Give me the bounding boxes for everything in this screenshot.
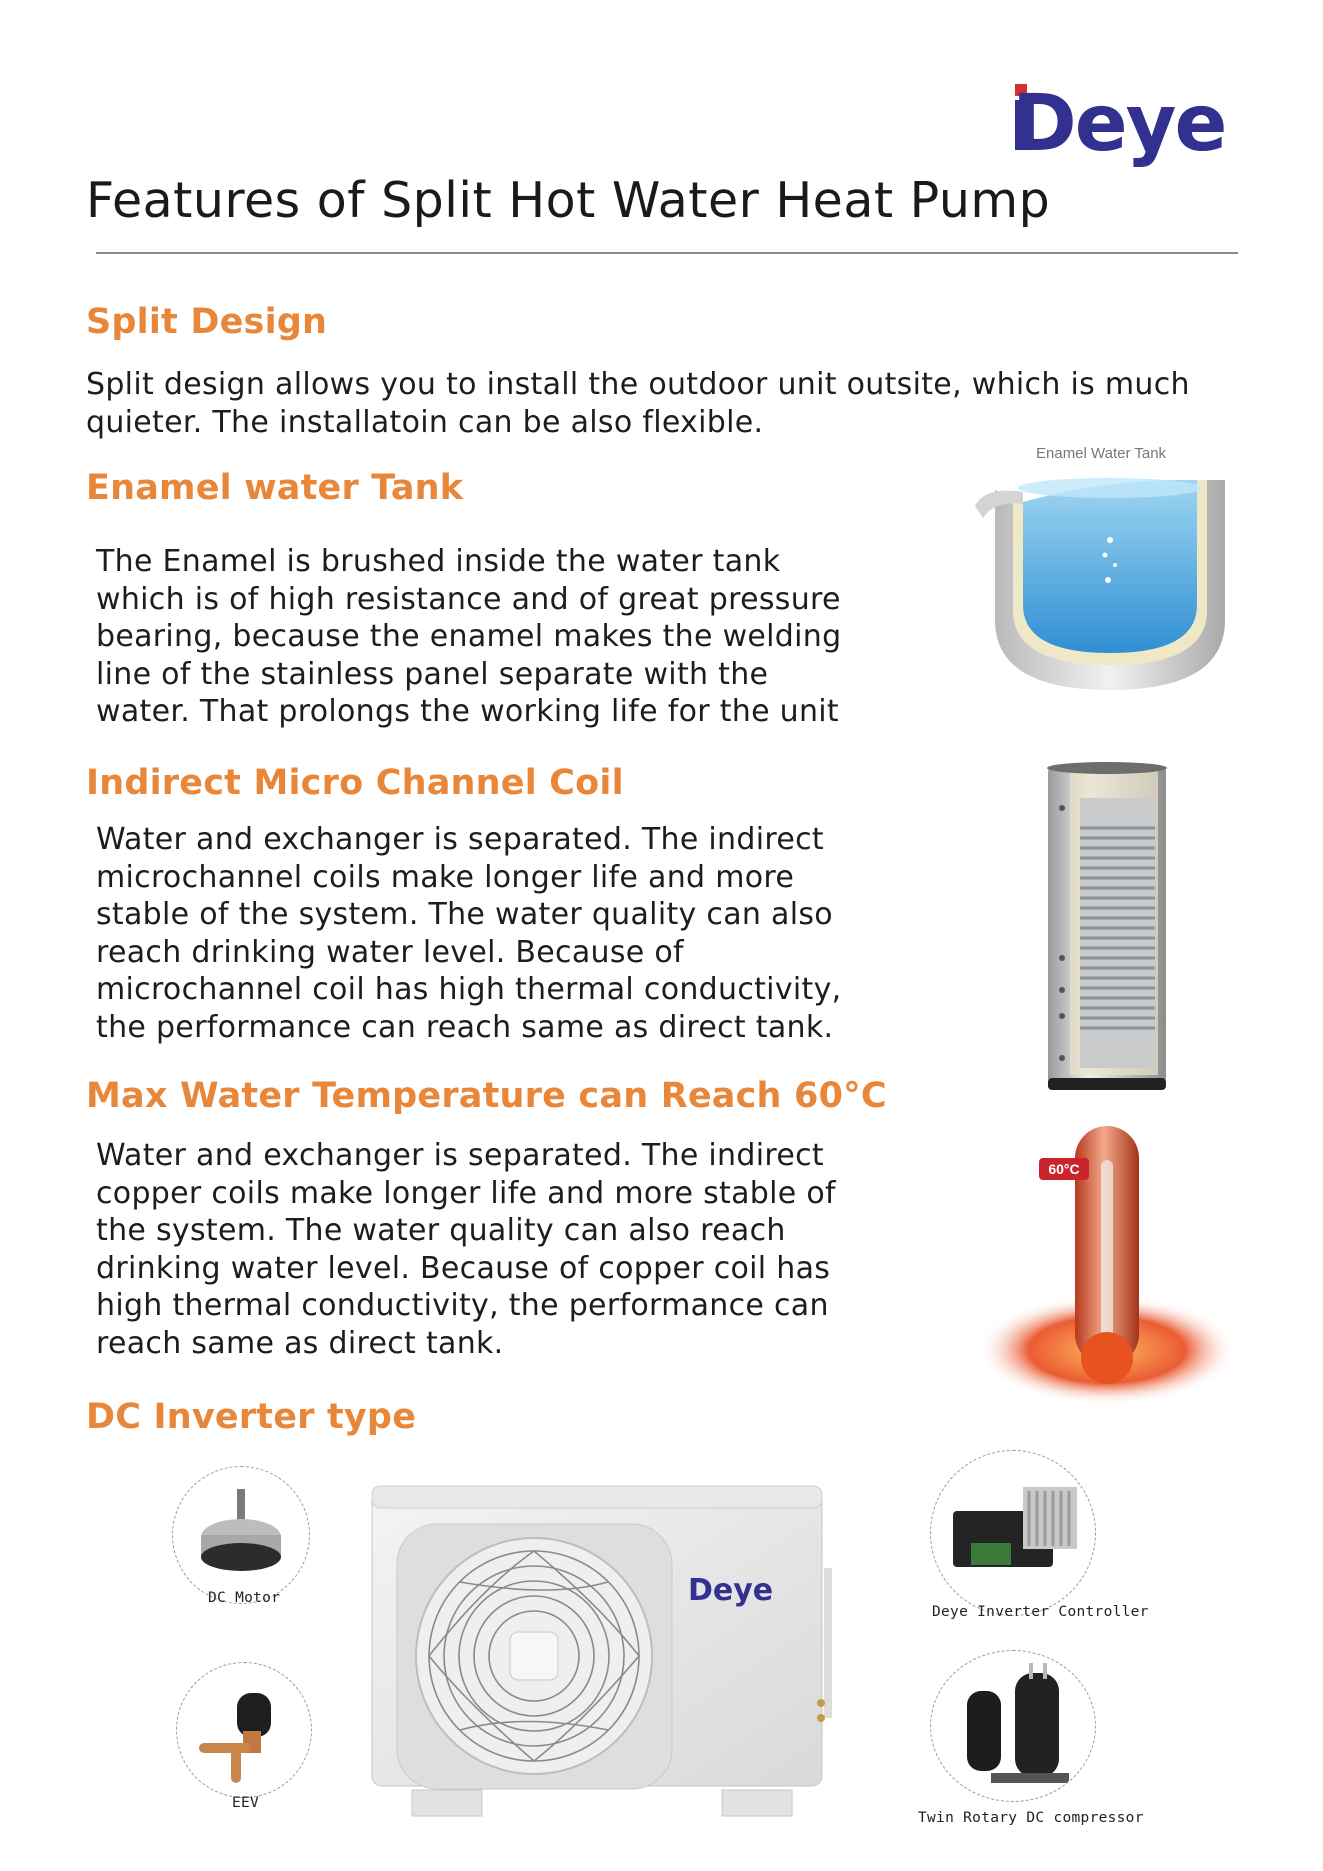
unit-logo: Deye (688, 1573, 774, 1608)
section-heading-split-design: Split Design (86, 302, 328, 342)
section-body-max-temperature: Water and exchanger is separated. The indirect copper coils make longer life and more stable of the system. The water quality can also reach drinking water level. Because of copper coil has high thermal conductivity, the performance can reach same as direct tank. (96, 1138, 836, 1361)
page-title: Features of Split Hot Water Heat Pump (86, 172, 1051, 229)
deye-logo (1012, 78, 1237, 174)
section-body-split-design: Split design allows you to install the outdoor unit outsite, which is much quieter. The installatoin can be also flexible. (86, 367, 1190, 440)
enamel-tank-caption: Enamel Water Tank (1036, 445, 1167, 462)
thermometer-image (975, 1120, 1240, 1420)
section-heading-enamel-tank: Enamel water Tank (86, 468, 464, 508)
logo-text: Deye (1012, 79, 1226, 169)
section-heading-dc-inverter: DC Inverter type (86, 1397, 417, 1437)
eev-caption: EEV (232, 1795, 260, 1811)
outdoor-unit-image (362, 1478, 832, 1834)
water-tank-coil-image (1040, 758, 1175, 1093)
compressor-image (930, 1650, 1096, 1802)
inverter-controller-image (930, 1450, 1096, 1616)
eev-image (176, 1662, 312, 1798)
dc-motor-caption: DC Motor (208, 1590, 281, 1606)
section-heading-max-temperature: Max Water Temperature can Reach 60°C (86, 1076, 887, 1116)
section-body-micro-channel: Water and exchanger is separated. The indirect microchannel coils make longer life and more stable of the system. The water quality can also reach drinking water level. Because of microchannel coil has high thermal conductivity, the performance can reach same as direct tank. (96, 822, 842, 1045)
controller-caption: Deye Inverter Controller (932, 1604, 1149, 1620)
enamel-tank-image (975, 470, 1235, 700)
title-divider (96, 252, 1238, 254)
compressor-caption: Twin Rotary DC compressor (918, 1810, 1144, 1826)
dc-motor-image (172, 1466, 310, 1604)
temperature-badge: 60°C (1048, 1161, 1080, 1177)
section-heading-micro-channel: Indirect Micro Channel Coil (86, 763, 624, 803)
section-body-enamel-tank: The Enamel is brushed inside the water tank which is of high resistance and of great pressure bearing, because the enamel makes the welding line of the stainless panel separate with the water. That prolongs the working life for the unit (96, 544, 842, 729)
